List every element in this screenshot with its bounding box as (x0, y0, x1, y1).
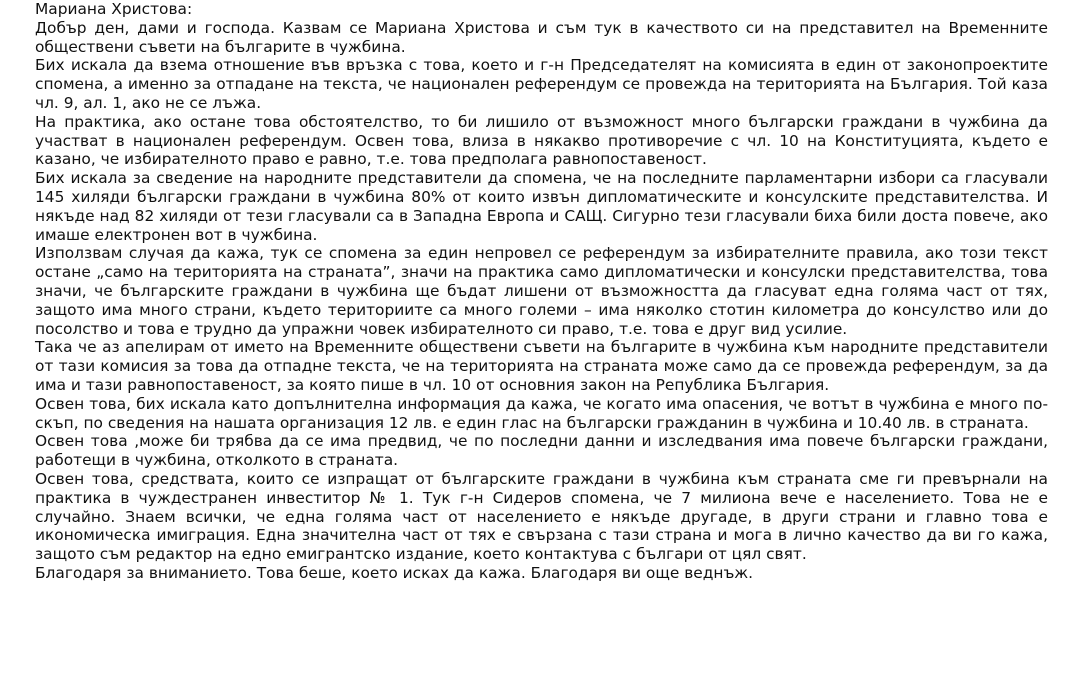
paragraph-appeal: Така че аз апелирам от името на Временните обществени съвети на българите в чужбина към народните представители от тази комисия за това да отпадне текста, че на територията на страната може само да се провежда референдум, за да има и тази равнопоставеност, за която пише в чл. 10 от основния закон на Република България. (35, 338, 1048, 394)
paragraph-closing: Благодаря за вниманието. Това беше, което исках да кажа. Благодаря ви още веднъж. (35, 563, 754, 582)
paragraph-voting-statistics: Бих искала за сведение на народните представители да спомена, че на последните парламентарни избори са гласували 145 хиляди български граждани в чужбина 80% от които извън дипломатическите и консулските представителства. И някъде над 82 хиляди от тези гласували са в Западна Европа и САЩ. Сигурно тези гласували биха били доста повече, ако имаше електронен вот в чужбина. (35, 169, 1048, 244)
paragraph-territory-text: Използвам случая да кажа, тук се спомена за един непровел се референдум за избирателните правила, ако този текст остане „само на територията на страната”, значи на практика само дипломатически и консулски представителства, това значи, че българските граждани в чужбина ще бъдат лишени от възможността да гласуват една голяма част от тях, защото има много страни, където териториите са много големи – има няколко стотин километра до консулство или до посолство и това е трудно да упражни човек избирателното си право, т.е. това е друг вид усилие. (35, 244, 1048, 338)
speaker-name: Мариана Христова: (35, 0, 193, 18)
paragraph-greeting: Добър ден, дами и господа. Казвам се Мариана Христова и съм тук в качеството си на представител на Временните обществени съвети на българите в чужбина. (35, 18, 1048, 56)
paragraph-equal-suffrage: На практика, ако остане това обстоятелство, то би лишило от възможност много български граждани в чужбина да участват в национален референдум. Освен това, влиза в някакво противоречие с чл. 10 на Конституцията, където е казано, че избирателното право е равно, т.е. това предполага равнопоставеност. (35, 112, 1048, 169)
paragraph-article-9: Бих искала да взема отношение във връзка с това, което и г-н Председателят на комисията в един от законопроектите спомена, а именно за отпадане на текста, че национален референдум се провежда на територията на България. Той каза чл. 9, ал. 1, ако не се лъжа. (35, 56, 1048, 112)
paragraph-vote-cost: Освен това, бих искала като допълнителна информация да кажа, че когато има опасения, че вотът в чужбина е много по-скъп, по сведения на нашата организация 12 лв. е един глас на български гражданин в чужбина и 10.40 лв. в страната. (35, 394, 1048, 432)
paragraph-workers-abroad: Освен това ,може би трябва да се има предвид, че по последни данни и изследвания има повече български граждани, работещи в чужбина, отколкото в страната. (35, 432, 1048, 470)
paragraph-remittances: Освен това, средствата, които се изпращат от българските граждани в чужбина към страната сме ги превърнали на практика в чуждестранен инвеститор № 1. Тук г-н Сидеров спомена, че 7 милиона вече е населението. Това не е случайно. Знаем всички, че една голяма част от населението е някъде другаде, в други страни и главно това е икономическа имиграция. Една значителна част от тях е свързана с тази страна и мога в лично качество да ви го кажа, защото съм редактор на едно емигрантско издание, което контактува с българи от цял свят. (35, 469, 1048, 564)
